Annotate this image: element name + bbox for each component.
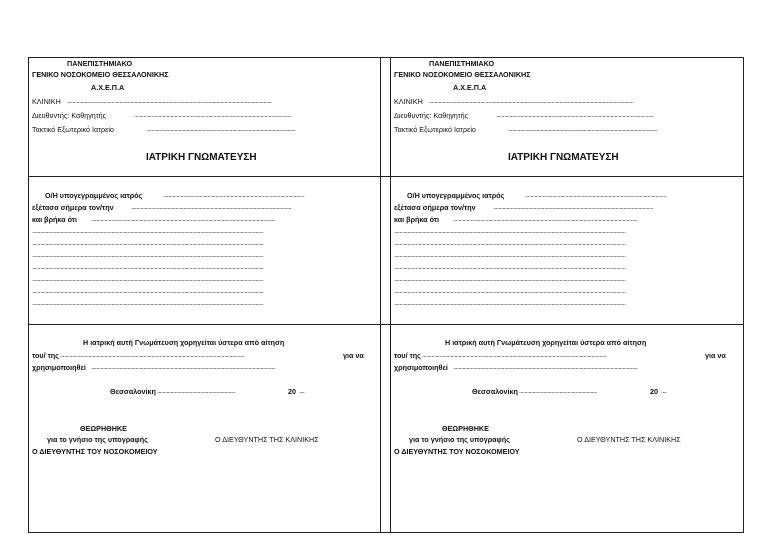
issuance-statement: Η ιατρική αυτή Γνωμάτευση χορηγείται ύστερα από αίτηση bbox=[445, 338, 647, 347]
clinic-office-fill-line[interactable]: ............................................................................................................... bbox=[146, 126, 296, 133]
director-fill-line[interactable]: ..................................................................................................................... bbox=[134, 112, 292, 119]
seen-purpose-label: για το γνήσιο της υπογραφής bbox=[409, 435, 510, 444]
findings-blank-line[interactable]: ............................................................................................................................................................................ bbox=[394, 240, 626, 247]
requester-fill-line[interactable]: ......................................................................................................................................... bbox=[422, 352, 607, 359]
form-copy-right bbox=[391, 58, 744, 532]
use-fill-line[interactable]: ......................................................................................................................................... bbox=[91, 364, 276, 371]
date-fill-line[interactable]: .......................................................... bbox=[157, 388, 236, 395]
city-label: Θεσσαλονίκη bbox=[110, 387, 156, 396]
year-prefix: 20 bbox=[288, 387, 296, 396]
findings-blank-line[interactable]: ............................................................................................................................................................................ bbox=[32, 288, 264, 295]
hospital-header-line2: ΓΕΝΙΚΟ ΝΟΣΟΚΟΜΕΙΟ ΘΕΣΣΑΛΟΝΙΚΗΣ bbox=[32, 70, 169, 79]
findings-blank-line[interactable]: ............................................................................................................................................................................ bbox=[32, 300, 264, 307]
form-copy-left bbox=[29, 58, 380, 532]
use-label: χρησιμοποιηθεί bbox=[394, 363, 448, 372]
requester-label: του/ της bbox=[32, 351, 59, 360]
findings-blank-line[interactable]: ............................................................................................................................................................................ bbox=[32, 240, 264, 247]
clinic-label: ΚΛΙΝΙΚΗ bbox=[394, 97, 423, 106]
director-label: Διευθυντής: Καθηγητής bbox=[32, 111, 107, 120]
hospital-header-line1: ΠΑΝΕΠΙΣΤΗΜΙΑΚΟ bbox=[67, 59, 133, 68]
doctor-fill-line[interactable]: ......................................................................................................... bbox=[163, 192, 305, 199]
requester-fill-line[interactable]: ......................................................................................................................................... bbox=[60, 352, 245, 359]
form-title: ΙΑΤΡΙΚΗ ΓΝΩΜΑΤΕΥΣΗ bbox=[146, 152, 257, 163]
doctor-fill-line[interactable]: ......................................................................................................... bbox=[525, 192, 667, 199]
hospital-director-label: Ο ΔΙΕΥΘΥΝΤΗΣ ΤΟΥ ΝΟΣΟΚΟΜΕΙΟΥ bbox=[32, 447, 158, 456]
findings-line-label: και βρήκα ότι bbox=[32, 215, 77, 224]
year-fill-line[interactable]: .... bbox=[661, 388, 667, 395]
findings-blank-line[interactable]: ............................................................................................................................................................................ bbox=[394, 228, 626, 235]
city-label: Θεσσαλονίκη bbox=[472, 387, 518, 396]
hospital-header-line1: ΠΑΝΕΠΙΣΤΗΜΙΑΚΟ bbox=[429, 59, 495, 68]
director-fill-line[interactable]: ..................................................................................................................... bbox=[496, 112, 654, 119]
hospital-header-line3: Α.Χ.Ε.Π.Α bbox=[91, 83, 125, 92]
findings-blank-line[interactable]: ............................................................................................................................................................................ bbox=[394, 276, 626, 283]
director-label: Διευθυντής: Καθηγητής bbox=[394, 111, 469, 120]
form-title: ΙΑΤΡΙΚΗ ΓΝΩΜΑΤΕΥΣΗ bbox=[508, 152, 619, 163]
year-fill-line[interactable]: .... bbox=[299, 388, 305, 395]
findings-blank-line[interactable]: ............................................................................................................................................................................ bbox=[394, 288, 626, 295]
date-fill-line[interactable]: .......................................................... bbox=[519, 388, 598, 395]
examined-line-label: εξέτασα σήμερα τον/την bbox=[394, 203, 476, 212]
findings-blank-line[interactable]: ............................................................................................................................................................................ bbox=[32, 264, 264, 271]
seen-purpose-label: για το γνήσιο της υπογραφής bbox=[47, 435, 148, 444]
examined-fill-line[interactable]: ....................................................................................................................... bbox=[131, 204, 292, 211]
examined-line-label: εξέτασα σήμερα τον/την bbox=[32, 203, 114, 212]
findings-blank-line[interactable]: ............................................................................................................................................................................ bbox=[32, 252, 264, 259]
findings-blank-line[interactable]: ............................................................................................................................................................................ bbox=[394, 252, 626, 259]
findings-blank-line[interactable]: ............................................................................................................................................................................ bbox=[32, 276, 264, 283]
center-divider-left bbox=[380, 58, 381, 532]
findings-blank-line[interactable]: ............................................................................................................................................................................ bbox=[394, 300, 626, 307]
clinic-director-label: Ο ΔΙΕΥΘΥΝΤΗΣ ΤΗΣ ΚΛΙΝΙΚΗΣ bbox=[215, 435, 319, 444]
findings-fill-line[interactable]: ......................................................................................................................................... bbox=[91, 216, 276, 223]
form-sheet bbox=[28, 57, 744, 533]
purpose-suffix: για να bbox=[705, 351, 726, 360]
seen-label: ΘΕΩΡΗΘΗΚΕ bbox=[442, 424, 489, 433]
clinic-label: ΚΛΙΝΙΚΗ bbox=[32, 97, 61, 106]
clinic-fill-line[interactable]: ........................................................................................................................................................ bbox=[67, 98, 272, 105]
hospital-director-label: Ο ΔΙΕΥΘΥΝΤΗΣ ΤΟΥ ΝΟΣΟΚΟΜΕΙΟΥ bbox=[394, 447, 520, 456]
clinic-office-label: Τακτικό Εξωτερικό Ιατρείο bbox=[32, 125, 114, 134]
hospital-header-line3: Α.Χ.Ε.Π.Α bbox=[453, 83, 487, 92]
doctor-line-label: Ο/Η υπογεγραμμένος ιατρός bbox=[407, 191, 505, 200]
use-label: χρησιμοποιηθεί bbox=[32, 363, 86, 372]
findings-line-label: και βρήκα ότι bbox=[394, 215, 439, 224]
clinic-office-fill-line[interactable]: ............................................................................................................... bbox=[508, 126, 658, 133]
seen-label: ΘΕΩΡΗΘΗΚΕ bbox=[80, 424, 127, 433]
findings-blank-line[interactable]: ............................................................................................................................................................................ bbox=[32, 228, 264, 235]
clinic-office-label: Τακτικό Εξωτερικό Ιατρείο bbox=[394, 125, 476, 134]
requester-label: του/ της bbox=[394, 351, 421, 360]
clinic-director-label: Ο ΔΙΕΥΘΥΝΤΗΣ ΤΗΣ ΚΛΙΝΙΚΗΣ bbox=[577, 435, 681, 444]
findings-fill-line[interactable]: ......................................................................................................................................... bbox=[453, 216, 638, 223]
clinic-fill-line[interactable]: ........................................................................................................................................................ bbox=[429, 98, 634, 105]
findings-blank-line[interactable]: ............................................................................................................................................................................ bbox=[394, 264, 626, 271]
examined-fill-line[interactable]: ....................................................................................................................... bbox=[493, 204, 654, 211]
doctor-line-label: Ο/Η υπογεγραμμένος ιατρός bbox=[45, 191, 143, 200]
year-prefix: 20 bbox=[650, 387, 658, 396]
purpose-suffix: για να bbox=[343, 351, 364, 360]
hospital-header-line2: ΓΕΝΙΚΟ ΝΟΣΟΚΟΜΕΙΟ ΘΕΣΣΑΛΟΝΙΚΗΣ bbox=[394, 70, 531, 79]
use-fill-line[interactable]: ......................................................................................................................................... bbox=[453, 364, 638, 371]
issuance-statement: Η ιατρική αυτή Γνωμάτευση χορηγείται ύστερα από αίτηση bbox=[83, 338, 285, 347]
